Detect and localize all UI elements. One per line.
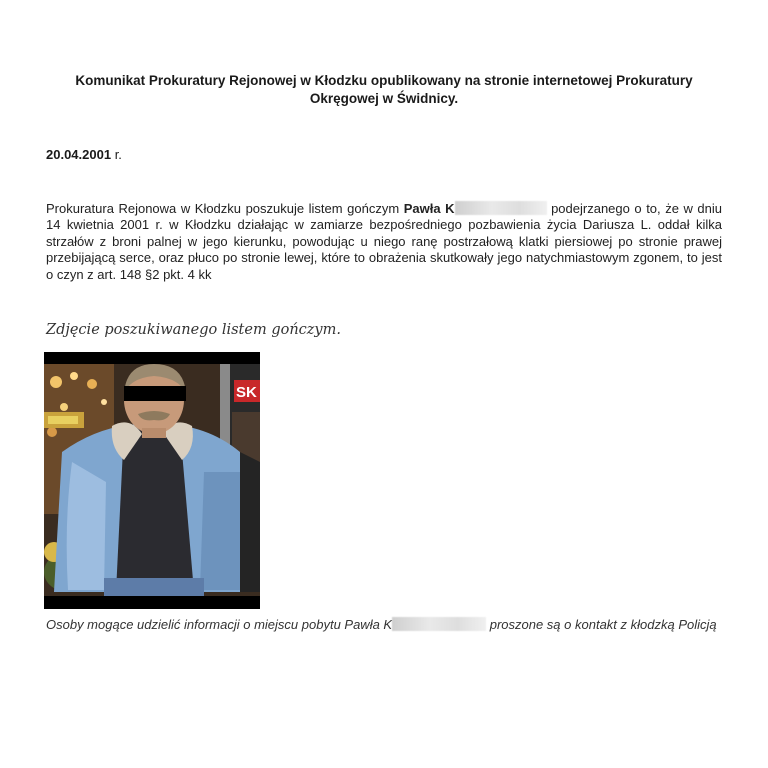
body-rest: podejrzanego o to, że w dniu 14 kwietnia 2001 r. w Kłodzku działając w zamiarze bezpośredniego pozbawienia życia Dariusza L. oddał kilka strzałów z broni palnej w jego kierunku, powodując u niego ranę postrzałową klatki piersiowej po stronie prawej przebijającą serce, oraz płuco po stronie lewej, które to obrażenia skutkowały jego natychmiastowym zgonem, to jest o czyn z art. 148 §2 pkt. 4 kk [46, 201, 722, 282]
contact-before: Osoby mogące udzielić informacji o miejscu pobytu Pawła K [46, 617, 393, 632]
shop-sign-text: SK [236, 384, 257, 401]
date-value: 20.04.2001 [46, 147, 112, 162]
date-line [46, 147, 122, 162]
document-title: Komunikat Prokuratury Rejonowej w Kłodzku opublikowany na stronie internetowej Prokuratury Okręgowej w Świdnicy. [75, 73, 693, 106]
redacted-surname-footer [392, 617, 486, 631]
contact-after: proszone są o kontakt z kłodzką Policją [486, 617, 717, 632]
suspect-name: Pawła K [403, 201, 455, 216]
contact-note [46, 617, 722, 633]
date-suffix: r. [111, 147, 122, 162]
suspect-photo [44, 352, 260, 609]
announcement-body [46, 201, 722, 283]
photo-caption: Zdjęcie poszukiwanego listem gończym. [46, 322, 341, 338]
body-intro: Prokuratura Rejonowa w Kłodzku poszukuje listem gończym [46, 201, 404, 216]
redacted-surname [455, 201, 547, 215]
